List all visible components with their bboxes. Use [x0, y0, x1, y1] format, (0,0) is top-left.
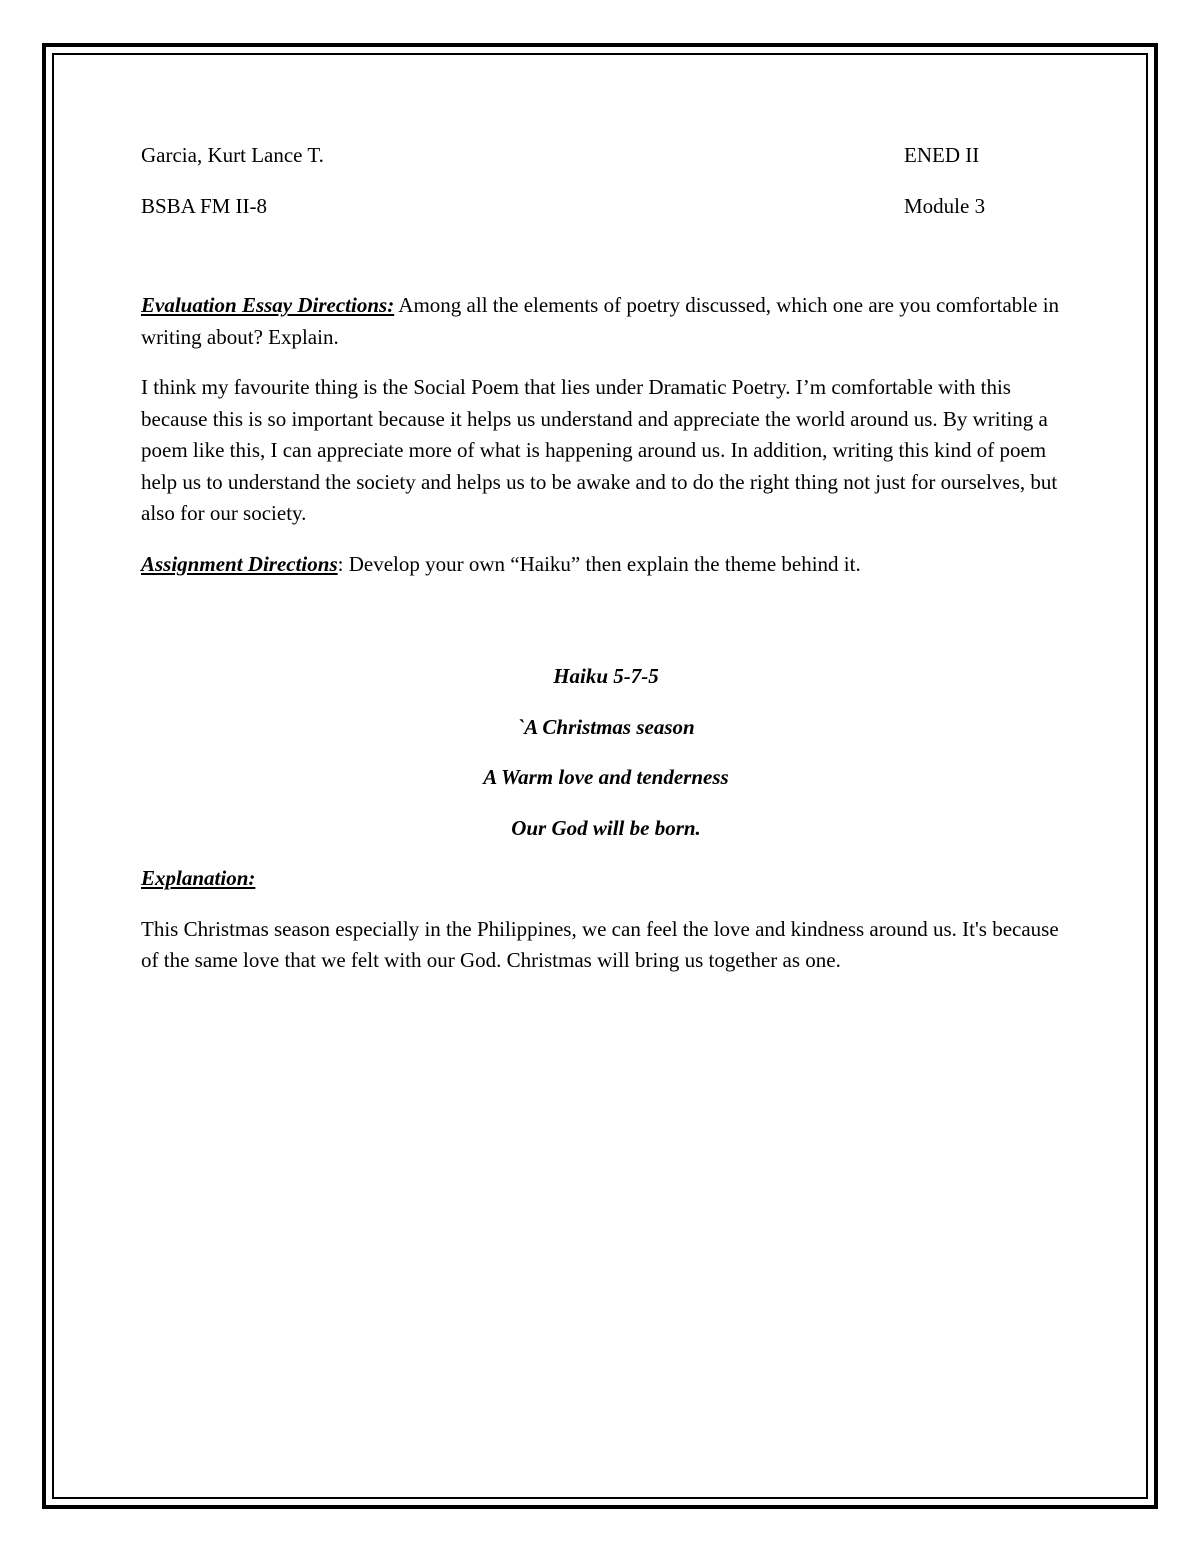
student-name: Garcia, Kurt Lance T.	[141, 143, 324, 167]
haiku-line-3: Our God will be born.	[511, 815, 701, 840]
header-row-1	[141, 140, 1071, 172]
course-code: ENED II	[904, 143, 980, 167]
assignment-directions	[141, 549, 1071, 581]
haiku-title: Haiku 5-7-5	[553, 664, 659, 688]
document-body	[141, 140, 1071, 977]
module-label: Module 3	[904, 193, 986, 218]
haiku-line-1: `A Christmas season	[517, 714, 695, 739]
assignment-text: : Develop your own “Haiku” then explain the theme behind it.	[337, 551, 861, 576]
evaluation-label: Evaluation Essay Directions:	[141, 293, 395, 317]
explanation-heading	[141, 863, 1071, 895]
header-row-2	[141, 191, 1071, 223]
evaluation-answer: I think my favourite thing is the Social Poem that lies under Dramatic Poetry. I’m comfortable with this because this is so important because it helps us understand and appreciate the world around us. By writing a poem like this, I can appreciate more of what is happening around us. In addition, writing this kind of poem help us to understand the society and helps us to be awake and to do the right thing not just for ourselves, but also for our society.	[141, 375, 1058, 525]
explanation-label: Explanation:	[141, 866, 256, 890]
evaluation-directions	[141, 290, 1071, 353]
assignment-label: Assignment Directions	[141, 551, 338, 576]
haiku-line-2: A Warm love and tenderness	[483, 765, 729, 789]
explanation-text: This Christmas season especially in the Philippines, we can feel the love and kindness around us. It's because of the same love that we felt with our God. Christmas will bring us together as one.	[141, 916, 1059, 972]
student-section: BSBA FM II-8	[141, 193, 268, 218]
evaluation-text: Among all the elements of poetry discussed, which one are you comfortable in writing about? Explain.	[141, 293, 1060, 349]
